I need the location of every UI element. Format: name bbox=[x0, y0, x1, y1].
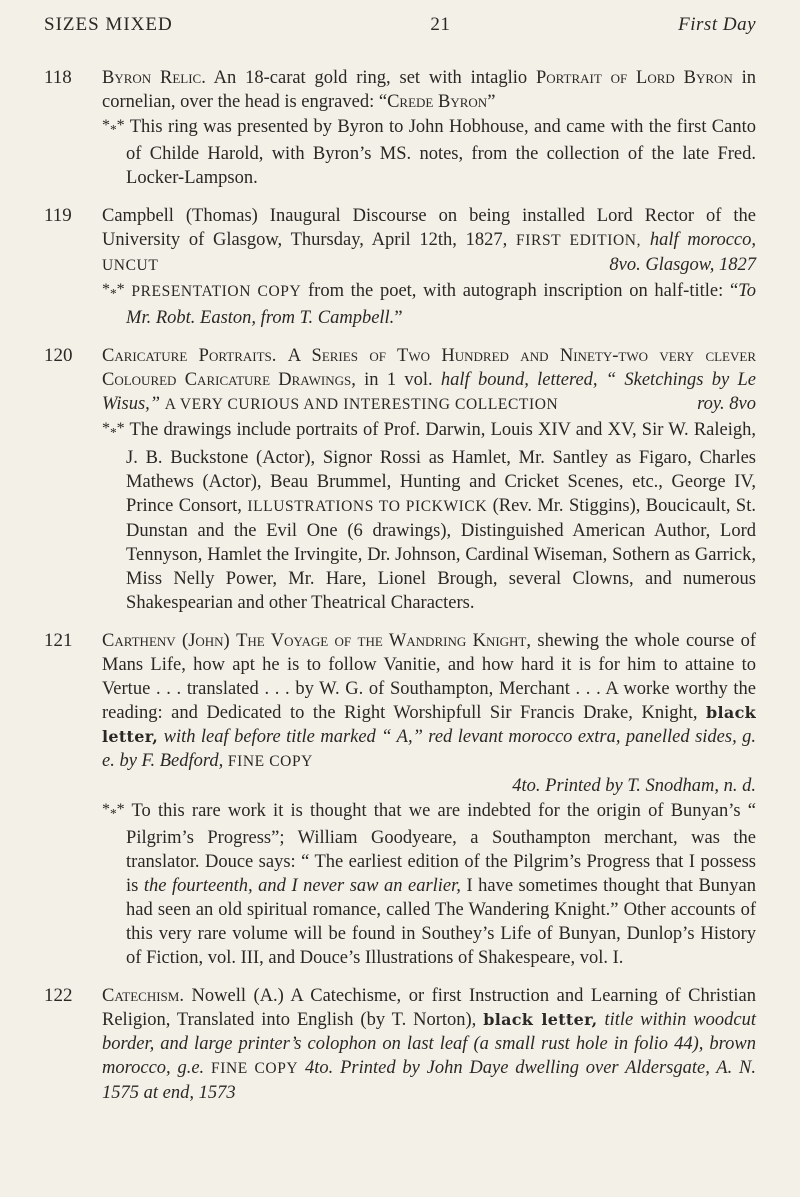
asterism-icon: $*_**$ bbox=[102, 800, 125, 821]
lot-heading: Catechism. bbox=[102, 985, 184, 1006]
lot-heading: Byron Relic. bbox=[102, 68, 206, 88]
asterism-icon: $*_**$ bbox=[102, 420, 125, 441]
page-number: 21 bbox=[430, 14, 451, 35]
lot-entry bbox=[44, 204, 756, 330]
lot-entry bbox=[44, 984, 756, 1105]
running-head bbox=[44, 14, 756, 36]
lot-entry bbox=[44, 66, 756, 190]
lot-note: $*_**$ The drawings include portraits of Prof. Darwin, Louis XIV and XV, Sir W. Raleigh, J. B. Buckstone (Actor), Signor Rossi as Hamlet, Mr. Santley as Figaro, Charles Mathews (Actor), Beau Brummel, Hunting and Cricket Scenes, etc., George IV, Prince Consort, ILLUSTRATIONS TO PICKWICK (Rev. Mr. Stiggins), Boucicault, St. Dunstan and the Evil One (6 drawings), Distinguished American Author, Lord Tennyson, Hamlet the Irvingite, Dr. Johnson, Cardinal Wiseman, Sothern as Garrick, Miss Nelly Power, Mr. Hare, Lionel Brough, several Clowns, and numerous Shakespearian and other Theatrical Characters. bbox=[102, 420, 757, 613]
lot-entry bbox=[44, 629, 756, 970]
lot-number: 121 bbox=[44, 629, 73, 651]
lot-description: Caricature Portraits. A Series of Two Hundred and Ninety-two very clever Coloured Caricature Drawings, in 1 vol. half bound, lettered, “ Sketchings by Le Wisus,” A VERY CURIOUS AND INTERESTING COLLECTION roy. 8vo $*_**$ The drawings include portraits of Prof. Darwin, Louis XIV and XV, Sir W. Raleigh, J. B. Buckstone (Actor), Signor Rossi as Hamlet, Mr. Santley as Figaro, Charles Mathews (Actor), Beau Brummel, Hunting and Cricket Scenes, etc., George IV, Prince Consort, ILLUSTRATIONS TO PICKWICK (Rev. Mr. Stiggins), Boucicault, St. Dunstan and the Evil One (6 drawings), Distinguished American Author, Lord Tennyson, Hamlet the Irvingite, Dr. Johnson, Cardinal Wiseman, Sothern as Garrick, Miss Nelly Power, Mr. Hare, Lionel Brough, several Clowns, and numerous Shakespearian and other Theatrical Characters. bbox=[102, 346, 757, 613]
lot-entry bbox=[44, 344, 756, 614]
lot-note: $*_**$ This ring was presented by Byron to John Hobhouse, and came with the first Canto of Childe Harold, with Byron’s MS. notes, from the collection of the late Fred. Locker-Lampson. bbox=[102, 117, 757, 189]
lot-description: Catechism. Nowell (A.) A Catechisme, or first Instruction and Learning of Christian Religion, Translated into English (by T. Norton), black letter, title within woodcut border, and large printer’s colophon on last leaf (a small rust hole in folio 44), brown morocco, g.e. FINE COPY 4to. Printed by John Daye dwelling over Aldersgate, A. N. 1575 at end, 1573 bbox=[102, 985, 757, 1103]
lot-number: 122 bbox=[44, 984, 73, 1006]
lot-heading: Carthenv (John) bbox=[102, 630, 230, 651]
lot-note: $*_**$ To this rare work it is thought that we are indebted for the origin of Bunyan’s “ Pilgrim’s Progress”; William Goodyeare, a Southampton merchant, was the translator. Douce says: “ The earliest edition of the Pilgrim’s Progress that I possess is the fourteenth, and I never saw an earlier, I have sometimes thought that Bunyan had seen an old spiritual romance, called The Wandering Knight.” Other accounts of this very rare volume will be found in Southey’s Life of Bunyan, Dunlop’s History of Fiction, vol. III, and Douce’s Illustrations of Shakespeare, vol. I. bbox=[102, 800, 757, 968]
lot-note: $*_**$ PRESENTATION COPY from the poet, with autograph inscription on half-title: “To Mr. Robt. Easton, from T. Campbell.” bbox=[102, 281, 756, 329]
asterism-icon: $*_**$ bbox=[102, 117, 125, 138]
lot-number: 120 bbox=[44, 345, 73, 367]
lot-description: Byron Relic. An 18-carat gold ring, set with intaglio Portrait of Lord Byron in cornelian, over the head is engraved: “Crede Byron” $*_**$ This ring was presented by Byron to John Hobhouse, and came with the first Canto of Childe Harold, with Byron’s MS. notes, from the collection of the late Fred. Locker-Lampson. bbox=[102, 68, 757, 189]
lot-description: Campbell (Thomas) Inaugural Discourse on being installed Lord Rector of the University of Glasgow, Thursday, April 12th, 1827, FIRST EDITION, half morocco, UNCUT 8vo. Glasgow, 1827 $*_**$ PRESENTATION COPY from the poet, with autograph inscription on half-title: “To Mr. Robt. Easton, from T. Campbell.” bbox=[102, 206, 757, 329]
lot-heading: Caricature Portraits. bbox=[102, 346, 277, 367]
lot-number: 119 bbox=[44, 205, 72, 227]
running-head-right: First Day bbox=[678, 14, 756, 35]
lot-description: Carthenv (John) The Voyage of the Wandring Knight, shewing the whole course of Mans Life, how apt he is to follow Vanitie, and how hard it is for him to attaine to Vertue . . . translated . . . by W. G. of Southampton, Merchant . . . A worke worthy the reading: and Dedicated to the Right Worshipfull Sir Francis Drake, Knight, black letter, with leaf before title marked “ A,” red levant morocco extra, panelled sides, g. e. by F. Bedford, FINE COPY 4to. Printed by T. Snodham, n. d. $*_**$ To this rare work it is thought that we are indebted for the origin of Bunyan’s “ Pilgrim’s Progress”; William Goodyeare, a Southampton merchant, was the translator. Douce says: “ The earliest edition of the Pilgrim’s Progress that I possess is the fourteenth, and I never saw an earlier, I have sometimes thought that Bunyan had seen an old spiritual romance, called The Wandering Knight.” Other accounts of this very rare volume will be found in Southey’s Life of Bunyan, Dunlop’s History of Fiction, vol. III, and Douce’s Illustrations of Shakespeare, vol. I. bbox=[102, 630, 757, 968]
running-head-left: SIZES MIXED bbox=[44, 14, 173, 35]
lot-number: 118 bbox=[44, 67, 72, 88]
asterism-icon: $*_**$ bbox=[102, 281, 125, 302]
